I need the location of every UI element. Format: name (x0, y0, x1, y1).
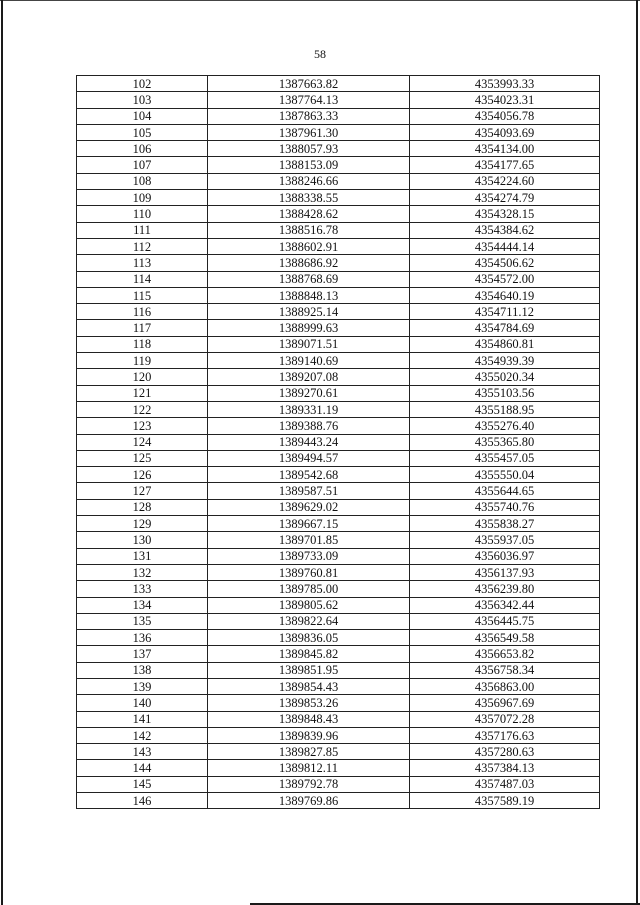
table-row (77, 173, 600, 189)
point-number-cell: 119 (77, 353, 208, 369)
x-coordinate-cell: 1388338.55 (208, 190, 410, 206)
table-row (77, 206, 600, 222)
y-coordinate-cell: 4355103.56 (410, 385, 600, 401)
y-coordinate-cell: 4355740.76 (410, 499, 600, 515)
point-number-cell: 109 (77, 190, 208, 206)
y-coordinate-cell: 4356653.82 (410, 646, 600, 662)
table-row (77, 157, 600, 173)
y-coordinate-cell: 4354444.14 (410, 238, 600, 254)
y-coordinate-cell: 4355838.27 (410, 516, 600, 532)
table-row (77, 678, 600, 694)
y-coordinate-cell: 4354177.65 (410, 157, 600, 173)
table-row (77, 564, 600, 580)
scan-edge-left (1, 0, 3, 905)
x-coordinate-cell: 1389827.85 (208, 744, 410, 760)
table-row (77, 744, 600, 760)
point-number-cell: 116 (77, 304, 208, 320)
point-number-cell: 102 (77, 76, 208, 92)
y-coordinate-cell: 4355365.80 (410, 434, 600, 450)
table-row (77, 630, 600, 646)
x-coordinate-cell: 1389836.05 (208, 630, 410, 646)
point-number-cell: 121 (77, 385, 208, 401)
table-row (77, 581, 600, 597)
table-row (77, 141, 600, 157)
point-number-cell: 127 (77, 483, 208, 499)
point-number-cell: 130 (77, 532, 208, 548)
y-coordinate-cell: 4354023.31 (410, 92, 600, 108)
y-coordinate-cell: 4356137.93 (410, 564, 600, 580)
table-row (77, 92, 600, 108)
scan-edge-right (636, 0, 638, 905)
point-number-cell: 106 (77, 141, 208, 157)
table-row (77, 793, 600, 809)
x-coordinate-cell: 1389792.78 (208, 776, 410, 792)
table-row (77, 597, 600, 613)
x-coordinate-cell: 1387764.13 (208, 92, 410, 108)
table-row (77, 499, 600, 515)
table-row (77, 467, 600, 483)
table-row (77, 532, 600, 548)
x-coordinate-cell: 1389733.09 (208, 548, 410, 564)
x-coordinate-cell: 1389587.51 (208, 483, 410, 499)
table-row (77, 320, 600, 336)
point-number-cell: 134 (77, 597, 208, 613)
x-coordinate-cell: 1389853.26 (208, 695, 410, 711)
x-coordinate-cell: 1387863.33 (208, 108, 410, 124)
x-coordinate-cell: 1389388.76 (208, 418, 410, 434)
y-coordinate-cell: 4355457.05 (410, 450, 600, 466)
y-coordinate-cell: 4354506.62 (410, 255, 600, 271)
x-coordinate-cell: 1389270.61 (208, 385, 410, 401)
y-coordinate-cell: 4354640.19 (410, 287, 600, 303)
y-coordinate-cell: 4354711.12 (410, 304, 600, 320)
point-number-cell: 105 (77, 124, 208, 140)
table-row (77, 695, 600, 711)
point-number-cell: 115 (77, 287, 208, 303)
table-row (77, 418, 600, 434)
page-number: 58 (314, 47, 326, 61)
x-coordinate-cell: 1389805.62 (208, 597, 410, 613)
y-coordinate-cell: 4355550.04 (410, 467, 600, 483)
y-coordinate-cell: 4355644.65 (410, 483, 600, 499)
point-number-cell: 103 (77, 92, 208, 108)
x-coordinate-cell: 1388768.69 (208, 271, 410, 287)
point-number-cell: 118 (77, 336, 208, 352)
y-coordinate-cell: 4357176.63 (410, 727, 600, 743)
y-coordinate-cell: 4355937.05 (410, 532, 600, 548)
y-coordinate-cell: 4354328.15 (410, 206, 600, 222)
x-coordinate-cell: 1389812.11 (208, 760, 410, 776)
point-number-cell: 113 (77, 255, 208, 271)
point-number-cell: 143 (77, 744, 208, 760)
x-coordinate-cell: 1388057.93 (208, 141, 410, 157)
table-row (77, 353, 600, 369)
y-coordinate-cell: 4356445.75 (410, 613, 600, 629)
y-coordinate-cell: 4353993.33 (410, 76, 600, 92)
point-number-cell: 129 (77, 516, 208, 532)
point-number-cell: 138 (77, 662, 208, 678)
table-row (77, 760, 600, 776)
table-row (77, 238, 600, 254)
coordinates-table-body (77, 76, 600, 809)
point-number-cell: 140 (77, 695, 208, 711)
x-coordinate-cell: 1389822.64 (208, 613, 410, 629)
x-coordinate-cell: 1388686.92 (208, 255, 410, 271)
table-row (77, 369, 600, 385)
point-number-cell: 126 (77, 467, 208, 483)
table-row (77, 190, 600, 206)
scan-edge-top (0, 0, 640, 1)
table-row (77, 76, 600, 92)
point-number-cell: 136 (77, 630, 208, 646)
table-row (77, 401, 600, 417)
table-row (77, 613, 600, 629)
x-coordinate-cell: 1389848.43 (208, 711, 410, 727)
y-coordinate-cell: 4357487.03 (410, 776, 600, 792)
point-number-cell: 144 (77, 760, 208, 776)
y-coordinate-cell: 4354939.39 (410, 353, 600, 369)
y-coordinate-cell: 4354384.62 (410, 222, 600, 238)
x-coordinate-cell: 1389629.02 (208, 499, 410, 515)
x-coordinate-cell: 1389760.81 (208, 564, 410, 580)
point-number-cell: 111 (77, 222, 208, 238)
x-coordinate-cell: 1389851.95 (208, 662, 410, 678)
table-row (77, 222, 600, 238)
x-coordinate-cell: 1389494.57 (208, 450, 410, 466)
table-row (77, 434, 600, 450)
point-number-cell: 123 (77, 418, 208, 434)
point-number-cell: 131 (77, 548, 208, 564)
y-coordinate-cell: 4355188.95 (410, 401, 600, 417)
y-coordinate-cell: 4355276.40 (410, 418, 600, 434)
x-coordinate-cell: 1389443.24 (208, 434, 410, 450)
y-coordinate-cell: 4356342.44 (410, 597, 600, 613)
y-coordinate-cell: 4354093.69 (410, 124, 600, 140)
point-number-cell: 104 (77, 108, 208, 124)
y-coordinate-cell: 4355020.34 (410, 369, 600, 385)
point-number-cell: 124 (77, 434, 208, 450)
y-coordinate-cell: 4356239.80 (410, 581, 600, 597)
x-coordinate-cell: 1389701.85 (208, 532, 410, 548)
point-number-cell: 132 (77, 564, 208, 580)
x-coordinate-cell: 1389769.86 (208, 793, 410, 809)
x-coordinate-cell: 1387663.82 (208, 76, 410, 92)
x-coordinate-cell: 1389854.43 (208, 678, 410, 694)
point-number-cell: 133 (77, 581, 208, 597)
point-number-cell: 108 (77, 173, 208, 189)
x-coordinate-cell: 1389785.00 (208, 581, 410, 597)
point-number-cell: 107 (77, 157, 208, 173)
y-coordinate-cell: 4357589.19 (410, 793, 600, 809)
table-row (77, 385, 600, 401)
x-coordinate-cell: 1388428.62 (208, 206, 410, 222)
x-coordinate-cell: 1389140.69 (208, 353, 410, 369)
x-coordinate-cell: 1389667.15 (208, 516, 410, 532)
y-coordinate-cell: 4356036.97 (410, 548, 600, 564)
y-coordinate-cell: 4354134.00 (410, 141, 600, 157)
x-coordinate-cell: 1389542.68 (208, 467, 410, 483)
x-coordinate-cell: 1389071.51 (208, 336, 410, 352)
x-coordinate-cell: 1389207.08 (208, 369, 410, 385)
point-number-cell: 117 (77, 320, 208, 336)
point-number-cell: 137 (77, 646, 208, 662)
point-number-cell: 139 (77, 678, 208, 694)
y-coordinate-cell: 4354784.69 (410, 320, 600, 336)
y-coordinate-cell: 4354860.81 (410, 336, 600, 352)
x-coordinate-cell: 1388153.09 (208, 157, 410, 173)
x-coordinate-cell: 1389845.82 (208, 646, 410, 662)
x-coordinate-cell: 1388246.66 (208, 173, 410, 189)
table-row (77, 711, 600, 727)
y-coordinate-cell: 4356967.69 (410, 695, 600, 711)
y-coordinate-cell: 4354274.79 (410, 190, 600, 206)
point-number-cell: 112 (77, 238, 208, 254)
point-number-cell: 120 (77, 369, 208, 385)
point-number-cell: 141 (77, 711, 208, 727)
table-row (77, 304, 600, 320)
point-number-cell: 142 (77, 727, 208, 743)
point-number-cell: 122 (77, 401, 208, 417)
table-row (77, 124, 600, 140)
table-row (77, 483, 600, 499)
table-row (77, 271, 600, 287)
y-coordinate-cell: 4354572.00 (410, 271, 600, 287)
x-coordinate-cell: 1388925.14 (208, 304, 410, 320)
table-row (77, 108, 600, 124)
x-coordinate-cell: 1388516.78 (208, 222, 410, 238)
table-row (77, 646, 600, 662)
point-number-cell: 146 (77, 793, 208, 809)
point-number-cell: 135 (77, 613, 208, 629)
table-row (77, 548, 600, 564)
y-coordinate-cell: 4357280.63 (410, 744, 600, 760)
point-number-cell: 125 (77, 450, 208, 466)
table-row (77, 287, 600, 303)
x-coordinate-cell: 1389839.96 (208, 727, 410, 743)
y-coordinate-cell: 4354056.78 (410, 108, 600, 124)
table-row (77, 450, 600, 466)
x-coordinate-cell: 1389331.19 (208, 401, 410, 417)
y-coordinate-cell: 4356863.00 (410, 678, 600, 694)
table-row (77, 776, 600, 792)
y-coordinate-cell: 4357384.13 (410, 760, 600, 776)
coordinates-table (76, 75, 600, 809)
table-row (77, 727, 600, 743)
table-row (77, 662, 600, 678)
x-coordinate-cell: 1388602.91 (208, 238, 410, 254)
y-coordinate-cell: 4356549.58 (410, 630, 600, 646)
x-coordinate-cell: 1387961.30 (208, 124, 410, 140)
x-coordinate-cell: 1388848.13 (208, 287, 410, 303)
x-coordinate-cell: 1388999.63 (208, 320, 410, 336)
y-coordinate-cell: 4357072.28 (410, 711, 600, 727)
point-number-cell: 145 (77, 776, 208, 792)
y-coordinate-cell: 4356758.34 (410, 662, 600, 678)
table-row (77, 516, 600, 532)
point-number-cell: 128 (77, 499, 208, 515)
table-row (77, 336, 600, 352)
point-number-cell: 110 (77, 206, 208, 222)
y-coordinate-cell: 4354224.60 (410, 173, 600, 189)
table-row (77, 255, 600, 271)
point-number-cell: 114 (77, 271, 208, 287)
